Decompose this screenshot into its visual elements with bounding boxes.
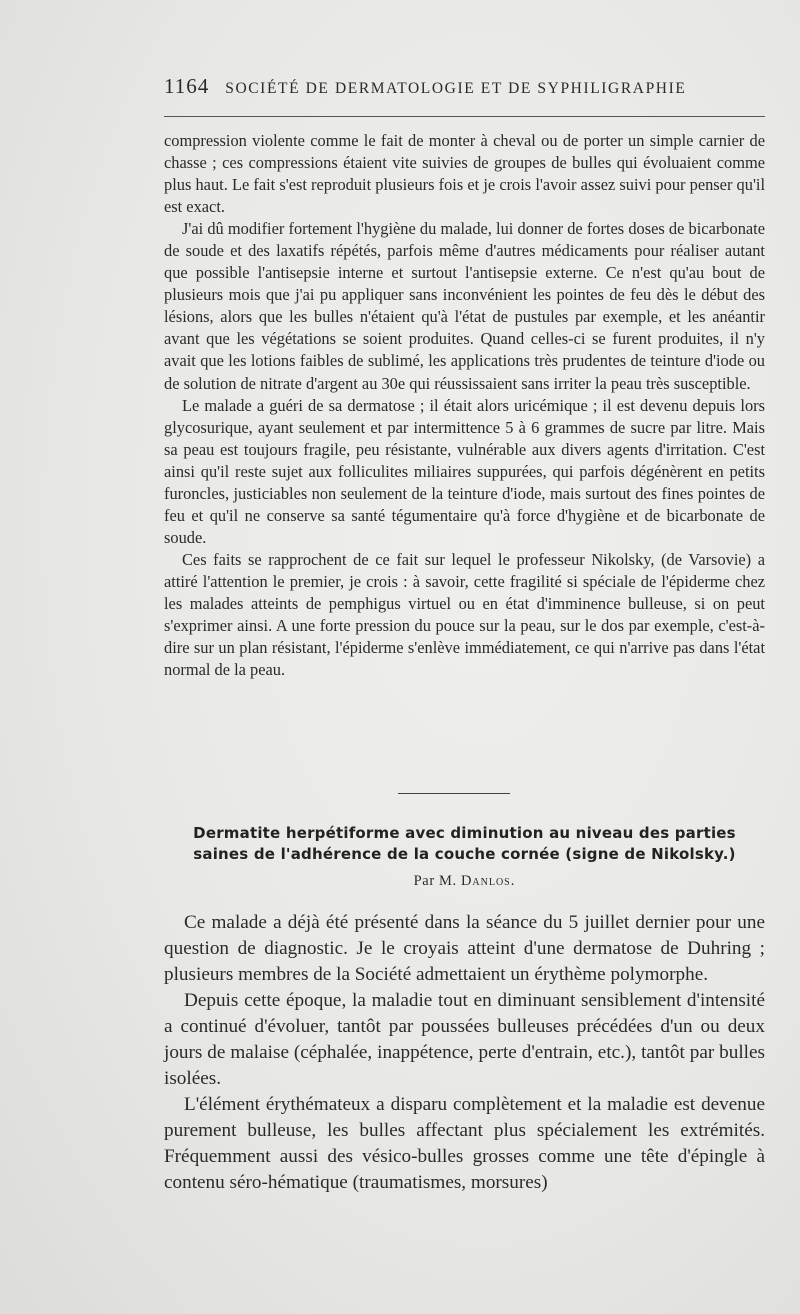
author-name: Danlos. [460,873,516,889]
paragraph: Le malade a guéri de sa dermatose ; il était alors uricémique ; il est devenu depuis lors glycosurique, ayant seulement et par intermittence 5 à 6 grammes de sucre par litre. Mais sa peau est toujours fragile, peu résistante, vulnérable aux divers agents d'irritation. C'est ainsi qu'il reste sujet aux folliculites miliaires suppurées, qui parfois dégénèrent en petits furoncles, justiciables non seulement de la teinture d'iode, mais surtout des fines pointes de feu et qu'il ne conserve sa santé tégumentaire qu'à force d'hygiène et de bicarbonate de soude. [164,395,765,547]
paragraph: Ces faits se rapprochent de ce fait sur lequel le professeur Nikolsky, (de Varsovie) a attiré l'attention le premier, je crois : à savoir, cette fragilité si spéciale de l'épiderme chez les malades atteints de pemphigus virtuel ou en état d'imminence bulleuse, si on peut s'exprimer ainsi. A une forte pression du pouce sur la peau, sur le dos par exemple, c'est-à-dire sur un plan résistant, l'épiderme s'enlève immédiatement, ce qui n'arrive pas dans l'état normal de la peau. [164,549,765,680]
article-title-line: saines de l'adhérence de la couche cornée (signe de Nikolsky.) [193,845,736,863]
page-header [164,74,764,99]
article-title [164,823,765,865]
paragraph: J'ai dû modifier fortement l'hygiène du malade, lui donner de fortes doses de bicarbonate de soude et des laxatifs répétés, parfois même d'autres médicaments pour réaliser autant que possible l'antisepsie interne et surtout l'antisepsie externe. Ce n'est qu'au bout de plusieurs mois que j'ai pu appliquer sans inconvénient les pointes de feu dès le début des lésions, alors que les bulles n'étaient qu'à l'état de pustules par exemple, et les anéantir avant que les végétations se soient produites. Quand celles-ci se furent produites, il n'y avait que les lotions faibles de sublimé, les applications très prudentes de teinture d'iode ou de solution de nitrate d'argent au 30e qui réussissaient sans irriter la peau très susceptible. [164,219,765,393]
paragraph: Depuis cette époque, la maladie tout en diminuant sensiblement d'intensité a continué d'évoluer, tantôt par poussées bulleuses précédées d'un ou deux jours de malaise (céphalée, inappétence, perte d'entrain, etc.), tantôt par bulles isolées. [164,990,765,1089]
paragraph: L'élément érythémateux a disparu complètement et la maladie est devenue purement bulleuse, les bulles affectant plus spécialement les extrémités. Fréquemment aussi des vésico-bulles grosses comme une tête d'épingle à contenu séro-hématique (traumatismes, morsures) [164,1094,765,1193]
section-divider [398,793,510,794]
header-rule [164,116,765,117]
running-head: SOCIÉTÉ DE DERMATOLOGIE ET DE SYPHILIGRAPHIE [225,80,687,97]
paragraph: Ce malade a déjà été présenté dans la séance du 5 juillet dernier pour une question de diagnostic. Je le croyais atteint d'une dermatose de Duhring ; plusieurs membres de la Société admettaient un érythème polymorphe. [164,912,765,985]
author-prefix: Par M. [413,873,457,889]
article-title-line: Dermatite herpétiforme avec diminution au niveau des parties [193,824,736,842]
article-author [164,873,765,890]
paragraph: compression violente comme le fait de monter à cheval ou de porter un simple carnier de chasse ; ces compressions étaient vite suivies de groupes de bulles qui évoluaient comme plus haut. Le fait s'est reproduit plusieurs fois et je crois l'avoir assez suivi pour penser qu'il est exact. [164,131,765,217]
article-text [164,910,765,1196]
page-number: 1164 [164,74,210,98]
previous-article-text [164,130,765,681]
